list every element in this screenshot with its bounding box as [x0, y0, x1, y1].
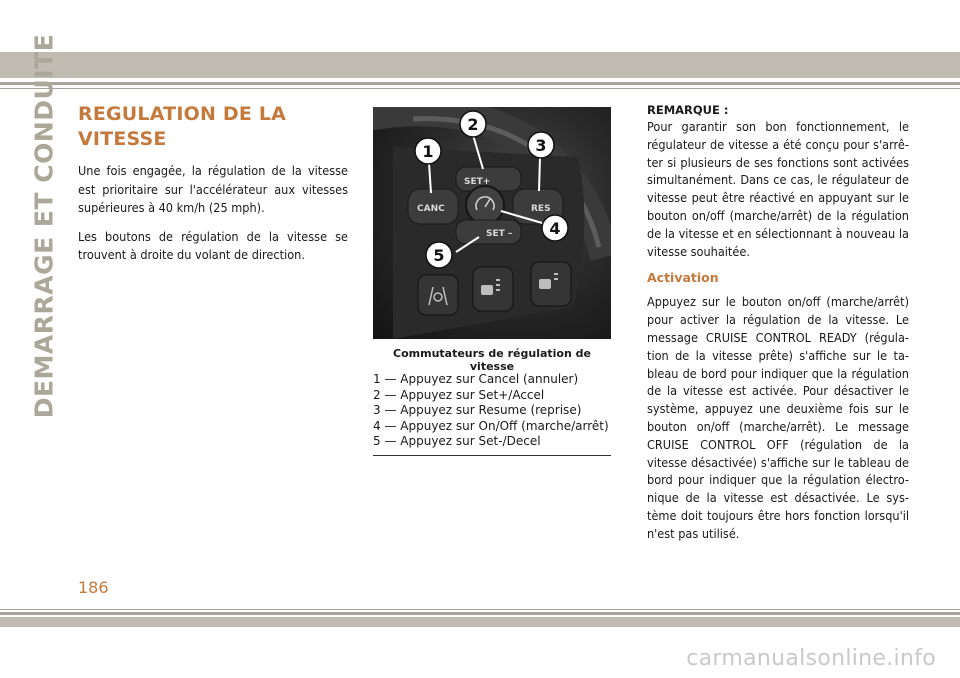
- activation-paragraph: Appuyez sur le bouton on/off (marche/arrêt) pour activer la régulation de la vitesse. Le message CRUISE CONTROL READY (régula-tion de la vitesse prête) s'affiche sur le ta-bleau de bord pour indiquer que la régulation de la vitesse est activée. Pour désactiver le système, appuyez une deuxième fois sur le bouton on/off (marche/arrêt). Le message CRUISE CONTROL OFF (régulation de la vitesse désactivée) s'affiche sur le tableau de bord pour indiquer que la régulation électro-nique de la vitesse est désactivée. Le sys-tème doit toujours être hors fonction lorsqu'il n'est pas utilisé.: [647, 294, 909, 541]
- header-rule: [0, 82, 960, 85]
- footer-band: [0, 617, 960, 627]
- remark-paragraph: Pour garantir son bon fonctionnement, le régulateur de vitesse a été conçu pour s'arrê-ter si plusieurs de ses fonctions sont activées simultanément. Dans ce cas, le régulateur de vitesse peut être réactivé en appuyant sur le bouton on/off (marche/arrêt) de la régulation de la vitesse et en sélectionnant à nouveau la vitesse souhaitée.: [647, 119, 909, 259]
- callout-2: [460, 111, 486, 137]
- svg-text:1: 1: [422, 142, 434, 161]
- switch-label-res: RES: [531, 204, 551, 214]
- figure-caption: Commutateurs de régulation de vitesse: [393, 347, 591, 373]
- footer-rule: [0, 612, 960, 615]
- section-tab: [24, 33, 64, 419]
- callout-4: [542, 215, 568, 241]
- section-tab-label: DEMARRAGE ET CONDUITE: [29, 33, 59, 419]
- legend-item: 5 — Appuyez sur Set-/Decel: [373, 434, 541, 449]
- svg-text:2: 2: [467, 115, 479, 134]
- callout-1: [415, 138, 441, 164]
- legend-divider: [373, 455, 611, 456]
- left-column: [78, 102, 348, 275]
- svg-text:4: 4: [549, 219, 561, 238]
- footer-rule-thin: [0, 609, 960, 610]
- header-band: [0, 52, 960, 78]
- svg-text:5: 5: [433, 246, 445, 265]
- switch-label-set-minus: SET –: [486, 229, 513, 239]
- legend-item: 2 — Appuyez sur Set+/Accel: [373, 387, 545, 402]
- intro-paragraph: Une fois engagée, la régulation de la vitesse est prioritaire sur l'accélérateur aux vitesses supérieures à 40 km/h (25 mph).: [78, 163, 348, 215]
- svg-text:3: 3: [535, 136, 547, 155]
- on-off-button: [466, 186, 504, 224]
- remark-label: REMARQUE :: [647, 103, 729, 117]
- lower-switch-1: [418, 275, 458, 315]
- legend-item: 4 — Appuyez sur On/Off (marche/arrêt): [373, 418, 609, 433]
- callout-5: [426, 242, 452, 268]
- page-number: 186: [78, 578, 109, 597]
- right-column: [647, 102, 909, 553]
- switch-label-canc: CANC: [417, 204, 445, 214]
- header-rule-thin: [0, 88, 960, 89]
- steering-wheel-figure: [373, 107, 611, 339]
- page-title: REGULATION DE LA VITESSE: [78, 103, 287, 150]
- callout-3: [528, 132, 554, 158]
- location-paragraph: Les boutons de régulation de la vitesse se trouvent à droite du volant de direction.: [78, 228, 348, 262]
- legend-item: 1 — Appuyez sur Cancel (annuler): [373, 372, 579, 386]
- activation-heading: Activation: [647, 270, 719, 286]
- legend-item: 3 — Appuyez sur Resume (reprise): [373, 403, 582, 418]
- watermark: carmanualsonline.info: [686, 646, 936, 671]
- switch-label-set-plus: SET+: [464, 177, 491, 187]
- figure-legend: [373, 372, 611, 450]
